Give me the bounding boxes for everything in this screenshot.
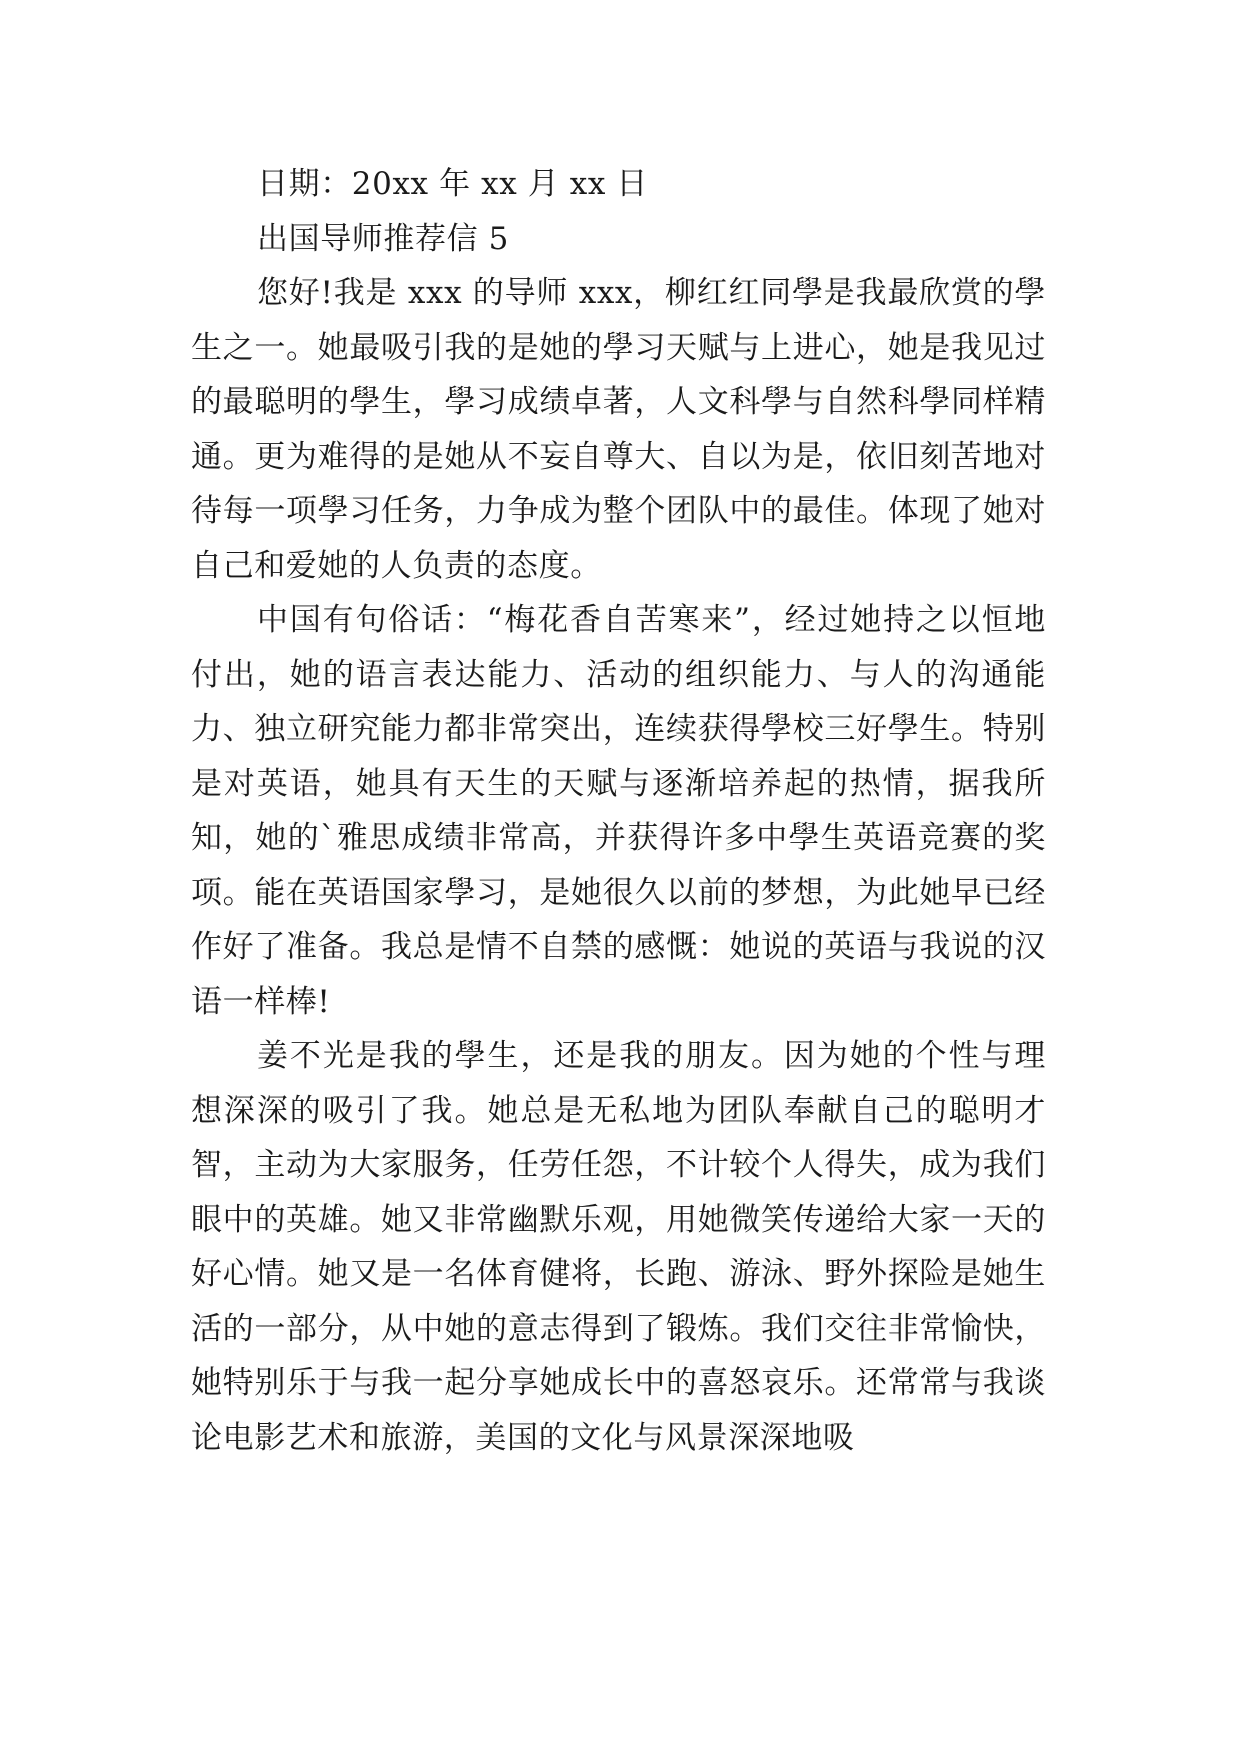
paragraph-1: 您好!我是 xxx 的导师 xxx，柳红红同學是我最欣赏的學生之一。她最吸引我的是她的學习天赋与上进心，她是我见过的最聪明的學生，學习成绩卓著，人文科學与自然科學同样精通。更为难得的是她从不妄自尊大、自以为是，依旧刻苦地对待每一项學习任务，力争成为整个团队中的最佳。体现了她对自己和爱她的人负责的态度。 bbox=[191, 275, 1046, 584]
paragraph-3: 姜不光是我的學生，还是我的朋友。因为她的个性与理想深深的吸引了我。她总是无私地为团队奉献自己的聪明才智，主动为大家服务，任劳任怨，不计较个人得失，成为我们眼中的英雄。她又非常幽默乐观，用她微笑传递给大家一天的好心情。她又是一名体育健将，长跑、游泳、野外探险是她生活的一部分，从中她的意志得到了锻炼。我们交往非常愉快，她特别乐于与我一起分享她成长中的喜怒哀乐。还常常与我谈论电影艺术和旅游，美国的文化与风景深深地吸 bbox=[191, 1038, 1046, 1456]
letter-body bbox=[191, 157, 1046, 1465]
letter-title: 出国导师推荐信 5 bbox=[257, 220, 509, 257]
date-line: 日期：20xx 年 xx 月 xx 日 bbox=[257, 166, 649, 202]
paragraph-2: 中国有句俗话：“梅花香自苦寒来”，经过她持之以恒地付出，她的语言表达能力、活动的组织能力、与人的沟通能力、独立研究能力都非常突出，连续获得學校三好學生。特别是对英语，她具有天生的天赋与逐渐培养起的热情，据我所知，她的`雅思成绩非常高，并获得许多中學生英语竞赛的奖项。能在英语国家學习，是她很久以前的梦想，为此她早已经作好了准备。我总是情不自禁的感慨：她说的英语与我说的汉语一样棒! bbox=[191, 602, 1046, 1020]
